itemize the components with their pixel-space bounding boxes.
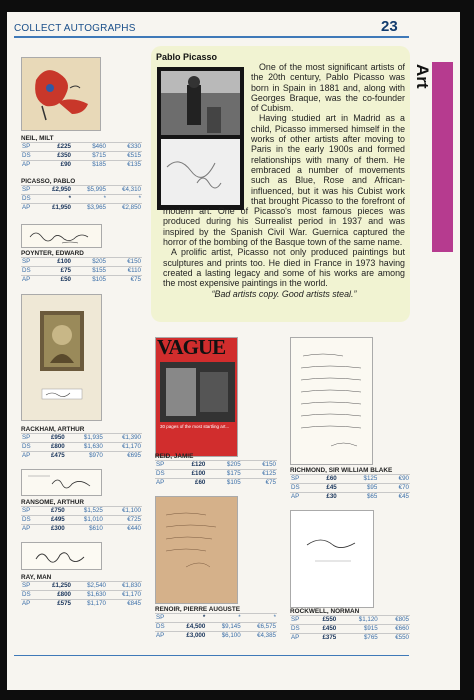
entry-name: RANSOME, ARTHUR bbox=[21, 499, 84, 506]
price-table bbox=[21, 433, 142, 459]
rockwell-card bbox=[290, 510, 374, 608]
price-row: AP £90 $185 €135 bbox=[22, 160, 141, 168]
price-row: AP £3,000 $6,100 €4,385 bbox=[156, 631, 276, 639]
entry-name: NEIL, MILT bbox=[21, 135, 54, 142]
footer-rule bbox=[14, 655, 409, 656]
page-number: 23 bbox=[381, 18, 398, 35]
feature-paragraph: One of the most significant artists of the 20th century, Pablo Picasso was born in Spain in 1881 and, along with Georges Braque, was the co-founder of Cubism. bbox=[251, 62, 405, 114]
feature-title: Pablo Picasso bbox=[156, 52, 218, 62]
price-row: DS £75 $155 €110 bbox=[22, 266, 141, 274]
feature-paragraph: A prolific artist, Picasso not only produced paintings but sculptures and prints too. He died in France in 1973 having created a lasting legacy and some of his works are among the most expensive paintings in the world. bbox=[163, 247, 405, 289]
price-row: AP £375 $765 €550 bbox=[291, 633, 409, 641]
price-row: DS £495 $1,010 €725 bbox=[22, 515, 141, 523]
price-row: SP £750 $1,525 €1,100 bbox=[22, 507, 141, 514]
price-row: AP £30 $65 €45 bbox=[291, 492, 409, 500]
price-row: DS * * * bbox=[22, 194, 141, 202]
vague-cover-caption: 30 pages of the most startling art... bbox=[160, 424, 230, 429]
entry-name: PICASSO, PABLO bbox=[21, 178, 76, 185]
price-row: SP £120 $205 €150 bbox=[156, 461, 276, 468]
entry-name: REID, JAMIE bbox=[155, 453, 194, 460]
entry-name: ROCKWELL, NORMAN bbox=[290, 608, 360, 615]
price-table bbox=[21, 581, 142, 607]
price-row: SP £100 $205 €150 bbox=[22, 258, 141, 265]
section-title: COLLECT AUTOGRAPHS bbox=[14, 23, 136, 34]
price-row: AP £50 $105 €75 bbox=[22, 275, 141, 283]
rackham-illustration bbox=[21, 294, 102, 421]
price-row: DS £45 $95 €70 bbox=[291, 483, 409, 491]
neil-milt-artwork bbox=[21, 57, 101, 131]
price-row: DS £100 $175 €125 bbox=[156, 469, 276, 477]
price-row: DS £450 $915 €660 bbox=[291, 624, 409, 632]
price-row: SP £60 $125 €90 bbox=[291, 475, 409, 482]
price-table bbox=[155, 460, 277, 486]
price-row: SP £950 $1,935 €1,390 bbox=[22, 434, 141, 441]
renoir-letter bbox=[155, 496, 238, 604]
entry-name: RENOIR, PIERRE AUGUSTE bbox=[155, 606, 240, 613]
ray-man-signature bbox=[21, 542, 102, 570]
poynter-signature bbox=[21, 224, 102, 248]
ransome-signature bbox=[21, 469, 102, 496]
price-row: AP £300 $610 €440 bbox=[22, 524, 141, 532]
header-rule bbox=[14, 36, 409, 38]
feature-paragraph: Having studied art in Madrid as a child, Picasso immersed himself in the works of other artists after moving to Paris in the early 1900s and formed relationships with many of them. He embraced a number of movements such as Blue, Rose and African-influenced, but it was his Cubist work that brought Picasso to the forefront of modern art. One of Picasso's most famous pieces was produced during his Surrealist period in 1937 and was inspired by the Spanish Civil War. Guernica captured the horror of the bombing of the Basque town of the same name. bbox=[163, 113, 405, 248]
price-row: DS £800 $1,630 €1,170 bbox=[22, 590, 141, 598]
feature-quote: “Bad artists copy. Good artists steal.” bbox=[211, 288, 357, 299]
price-row: AP £60 $105 €75 bbox=[156, 478, 276, 486]
price-table bbox=[21, 142, 142, 168]
price-table bbox=[290, 474, 410, 500]
price-row: SP £2,950 $5,995 €4,310 bbox=[22, 186, 141, 193]
entry-name: POYNTER, EDWARD bbox=[21, 250, 84, 257]
price-row: AP £475 $970 €695 bbox=[22, 451, 141, 459]
price-table bbox=[21, 257, 142, 283]
side-tab-label: Art bbox=[413, 64, 432, 89]
price-row: SP £550 $1,120 €805 bbox=[291, 616, 409, 623]
entry-name: RAY, MAN bbox=[21, 574, 52, 581]
feature-text bbox=[163, 62, 405, 299]
price-table bbox=[21, 506, 142, 532]
price-table bbox=[290, 615, 410, 641]
price-row: AP £575 $1,170 €845 bbox=[22, 599, 141, 607]
entry-name: RICHMOND, SIR WILLIAM BLAKE bbox=[290, 467, 393, 474]
price-row: SP £1,250 $2,540 €1,830 bbox=[22, 582, 141, 589]
price-row: SP * * * bbox=[156, 614, 276, 621]
side-tab bbox=[432, 62, 453, 252]
price-row: AP £1,950 $3,965 €2,850 bbox=[22, 203, 141, 211]
price-table bbox=[21, 185, 142, 211]
price-row: SP £225 $460 €330 bbox=[22, 143, 141, 150]
price-row: DS £350 $715 €515 bbox=[22, 151, 141, 159]
entry-name: RACKHAM, ARTHUR bbox=[21, 426, 85, 433]
price-row: DS £800 $1,630 €1,170 bbox=[22, 442, 141, 450]
price-table bbox=[155, 613, 277, 639]
price-row: DS £4,500 $9,145 €6,575 bbox=[156, 622, 276, 630]
richmond-letter bbox=[290, 337, 373, 465]
vague-masthead: VAGUE bbox=[157, 335, 226, 359]
